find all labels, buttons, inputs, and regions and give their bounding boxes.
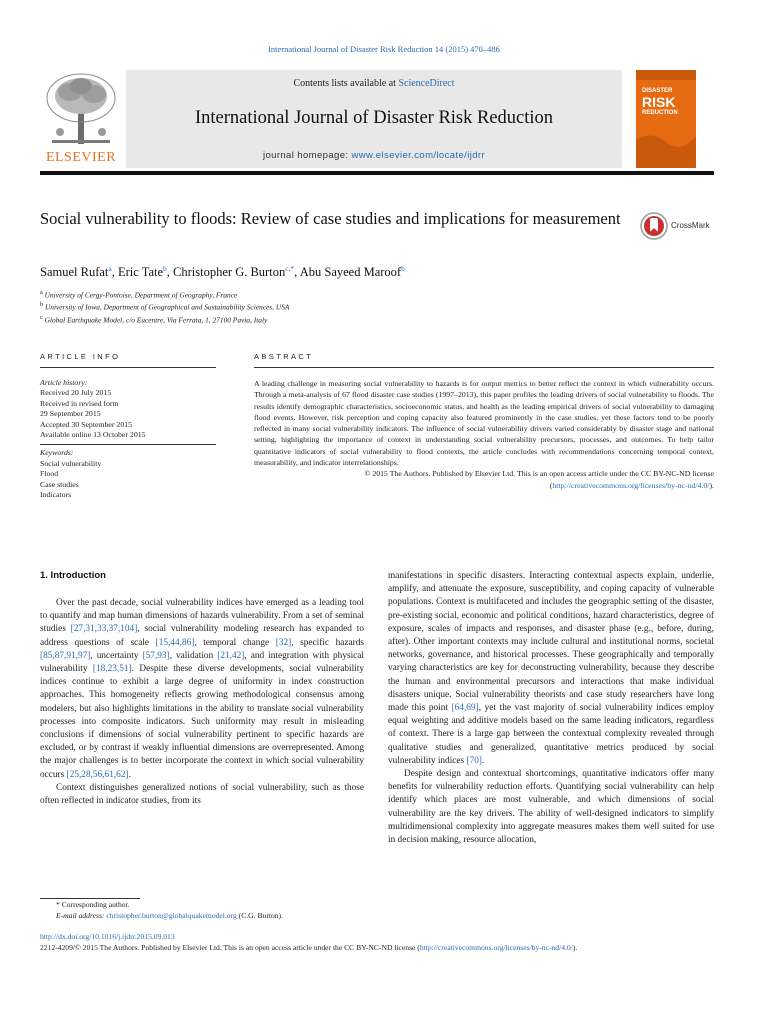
paragraph [388,570,714,768]
author-affil-mark[interactable]: b [401,264,405,273]
body-text: . [128,769,131,780]
affiliation-mark: a [40,290,43,296]
citation-ref[interactable]: [57,93] [142,650,170,661]
paragraph: Context distinguishes generalized notions of social vulnerability, such as those often reflected in indicator studies, from its [40,782,364,807]
article-info-heading: ARTICLE INFO [40,352,121,361]
sciencedirect-link[interactable]: ScienceDirect [398,78,455,89]
doi-link[interactable]: http://dx.doi.org/10.1016/j.ijdrr.2015.09.013 [40,932,175,941]
contents-line [126,78,622,89]
email-line [40,911,370,922]
affiliation-text: Global Earthquake Model, c/o Eucentre, Via Ferrata, 1, 27100 Pavia, Italy [44,315,268,325]
email-link[interactable]: christopher.burton@globalquakemodel.org [106,910,237,920]
paragraph [40,597,364,782]
affiliation-text: University of Cergy-Pontoise, Department of Geography, France [44,290,238,300]
affiliations [40,288,289,325]
footer-license [40,943,730,954]
info-divider [40,443,216,445]
body-text: . [482,755,485,766]
body-text: , validation [169,650,218,661]
abstract-text: A leading challenge in measuring social vulnerability to hazards is for output metrics to better reflect the context in which vulnerability occurs. Through a meta-analysis of 67 flood disaster case studies (1997–2013), this paper profiles the leading drivers of social vulnerability to floods. The results identify demographic characteristics, socioeconomic status, and health as the leading empirical drivers of social vulnerability to damaging flood events. However, risk perception and coping capacity also featured prominently in the case studies, yet these factors tend to be poorly reflected in many social vulnerability indicators. The influence of social vulnerability drivers varied considerably by disaster stage and national setting, highlighting the importance of context in understanding social vulnerability precursors, processes, and outcomes. To help tailor quantitative indicators of social vulnerability to flood contexts, the article concludes with recommendations concerning temporal context, measurability, and indicator interrelationships. [254,379,714,468]
homepage-link[interactable]: www.elsevier.com/locate/ijdrr [351,150,486,161]
keyword: Indicators [40,490,72,500]
contents-prefix: Contents lists available at [293,78,399,89]
elsevier-logo[interactable] [40,70,122,168]
affiliation [40,300,289,312]
homepage-prefix: journal homepage: [262,150,352,161]
body-text: , specific hazards [291,637,364,648]
cover-line-2: RISK [642,93,676,110]
cover-title [642,88,678,117]
footer-license-text: 2212-4209/© 2015 The Authors. Published by Elsevier Ltd. This is an open access article under the CC BY-NC-ND license ( [40,942,420,952]
author-name[interactable]: Samuel Rufat [40,265,109,280]
copyright-end: ). [709,480,714,490]
journal-title: International Journal of Disaster Risk Reduction [194,108,554,128]
corresponding-author-note: * Corresponding author. [56,900,130,909]
keywords-label: Keywords: [40,448,74,458]
affiliation-text: University of Iowa, Department of Geographical and Sustainability Sciences, USA [44,302,290,312]
crossmark-label: CrossMark [671,221,710,230]
footer-license-end: ). [572,942,578,952]
body-column-left [40,597,364,808]
email-suffix: (C.G. Burton). [236,910,283,920]
affiliation [40,288,289,300]
body-text: , temporal change [194,637,276,648]
author-affil-mark[interactable]: b [163,264,167,273]
citation-ref[interactable]: [70] [466,755,482,766]
body-text: , social vulnerability modeling research has expanded to address questions of scale [40,624,364,648]
paragraph: Despite design and contextual shortcomings, quantitative indicators offer many benefits for vulnerability reduction efforts. Quantifying social vulnerability can help identify which places are most vulnerable, and which dimensions of social vulnerability are the key drivers. The ability of well-designed indicators to simplify multidimensional complexity into aggregate measures makes them well suited for use in decision making, resource allocation, [388,769,714,846]
article-info [40,378,216,500]
body-text: Over the past decade, social vulnerability indices have emerged as a leading tool to quantify and map human dimensions of hazards vulnerability. From a set of seminal studies [40,598,364,635]
keyword: Social vulnerability [40,458,102,468]
article-info-rule [40,367,216,368]
affiliation-mark: b [40,302,44,309]
journal-cover-image[interactable] [636,70,696,168]
journal-banner [126,70,622,168]
abstract-heading: ABSTRACT [254,352,314,361]
cover-line-1: DISASTER [642,88,673,94]
abstract-copyright [254,468,714,491]
citation-ref[interactable]: [21,42] [217,650,245,661]
affiliation-mark: c [40,314,43,321]
journal-homepage [126,150,622,161]
cover-line-3: REDUCTION [642,109,678,116]
history-item: Received in revised form [40,398,119,408]
history-label: Article history: [40,378,88,387]
citation-ref[interactable]: [64,69] [451,703,479,714]
history-item: Received 20 July 2015 [40,388,112,398]
abstract [254,378,714,491]
author-name[interactable]: Eric Tate [117,265,164,280]
copyright-text: © 2015 The Authors. Published by Elsevier Ltd. This is an open access article under the CC BY-NC-ND license ( [364,469,714,490]
email-label: E-mail address: [56,910,107,920]
journal-citation[interactable]: International Journal of Disaster Risk Reduction 14 (2015) 470–486 [268,44,500,54]
author-list: Samuel Rufat$^a$, Eric Tate$^b$, Christopher G. Burton$^{c,*}$, Abu Sayeed Maroof$^b$ [40,264,405,280]
crossmark-button[interactable] [640,212,730,240]
page-footer [40,932,730,953]
body-text: , yet the vast majority of social vulnerability indices employ equal weighting and additive models based on the same leading indicators, regardless of context. There is a large gap between the contextual complexity revealed through qualitative studies and generalized, quantitative metrics produced by social vulnerability indices [388,703,714,766]
citation-ref[interactable]: [25,28,56,61,62] [66,769,129,780]
author-affil-mark[interactable]: a [108,264,112,273]
affiliation [40,313,289,325]
section-heading-introduction: 1. Introduction [40,570,106,581]
body-text: manifestations in specific disasters. Interacting contextual aspects explain, underlie, amplify, and attenuate the exposure, susceptibility, and coping capacity of vulnerable populations. Context is multifaceted and includes the geographic setting of the disaster, pre-existing social, economic and political conditions, hazard characteristics, degree of exposure, scales of impacts and responses, and disaster phase (e.g., before, during, after). Other important contexts may include cultural and institutional norms, societal networks, governance, and historical processes. These geographically and temporally varying characteristics are key for deconstructing vulnerability, because they describe the human and environmental precursors and interactions that make individual disasters unique. Social vulnerability theorists and case study researchers have long made this point [388,571,714,714]
masthead-divider [40,171,714,175]
crossmark-icon [640,212,668,240]
body-column-right [388,570,714,847]
author-affil-mark[interactable]: c,* [285,264,295,273]
body-text: . Despite these diverse developments, social vulnerability indices continue to exhibit a large degree of uniformity in index construction approaches. This homogeneity reflects growing methodological consensus among modelers, but also highlights limitations in the ability to translate social vulnerability processes into composite indicators. Such uniformity may result in misleading conclusions if dimensions of social vulnerability pertinent to specific hazards are excluded, or by contrast if weakly influential dimensions are overrepresented. Among the major challenges is to better incorporate the context in which social vulnerability occurs [40,664,364,780]
body-text: , uncertainty [90,650,143,661]
footnote [40,900,370,921]
elsevier-tree-icon [40,70,122,150]
author-name[interactable]: Abu Sayeed Maroof [299,265,402,280]
citation-ref[interactable]: [18,23,51] [92,664,132,675]
article-title: Social vulnerability to floods: Review of case studies and implications for measurement [40,209,621,228]
body-text: , and integration with physical vulnerability [40,650,365,675]
keyword: Case studies [40,479,79,489]
footnote-rule [40,898,140,899]
history-item: 29 September 2015 [40,409,101,419]
history-item: Available online 13 October 2015 [40,430,146,440]
publisher-name: ELSEVIER [45,150,117,165]
journal-masthead [40,70,728,168]
keyword: Flood [40,469,59,479]
abstract-rule [254,367,714,368]
cover-art-icon [636,70,696,168]
citation-ref[interactable]: [85,87,91,97] [40,650,91,661]
citation-ref[interactable]: [27,31,33,37,104] [70,624,138,635]
citation-ref[interactable]: [15,44,86] [155,637,195,648]
citation-ref[interactable]: [32] [275,637,292,648]
footer-license-link[interactable]: http://creativecommons.org/licenses/by-nc-nd/4.0/ [419,942,573,952]
history-item: Accepted 30 September 2015 [40,419,133,429]
author-name[interactable]: Christopher G. Burton [173,265,286,280]
license-link[interactable]: http://creativecommons.org/licenses/by-nc-nd/4.0/ [552,480,710,490]
